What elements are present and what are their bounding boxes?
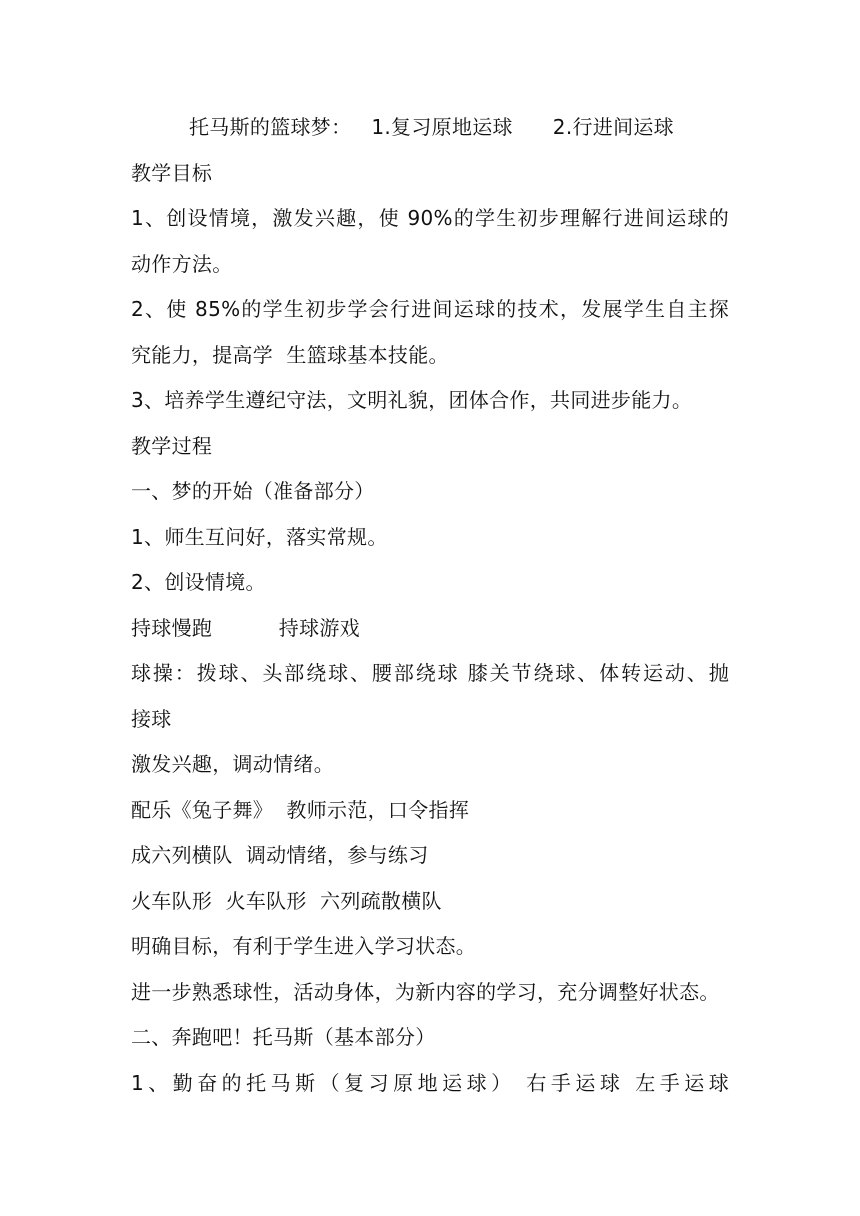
step-2: 2、创设情境。 bbox=[131, 570, 266, 594]
formation-line: 成六列横队 调动情绪，参与练习 bbox=[131, 843, 429, 867]
document-title: 托马斯的篮球梦： 1.复习原地运球 2.行进间运球 bbox=[189, 115, 674, 139]
goal-1-line-2: 动作方法。 bbox=[131, 251, 233, 276]
goal-1-line-1: 1、创设情境，激发兴趣，使 90%的学生初步理解行进间运球的 bbox=[131, 206, 729, 230]
goal-2-line-2: 究能力，提高学 生篮球基本技能。 bbox=[131, 342, 449, 367]
section-2-step-1: 1、勤奋的托马斯（复习原地运球） 右手运球 左手运球 bbox=[131, 1070, 729, 1095]
music-line: 配乐《兔子舞》 教师示范，口令指挥 bbox=[131, 797, 470, 822]
purpose-line-2: 明确目标，有利于学生进入学习状态。 bbox=[131, 934, 477, 958]
activity-line: 持球慢跑 持球游戏 bbox=[131, 615, 360, 640]
ball-exercise-line-1: 球操：拨球、头部绕球、腰部绕球 膝关节绕球、体转运动、抛 bbox=[131, 661, 729, 685]
purpose-line-3: 进一步熟悉球性，活动身体，为新内容的学习，充分调整好状态。 bbox=[131, 979, 720, 1004]
train-formation-line: 火车队形 火车队形 六列疏散横队 bbox=[131, 888, 442, 913]
document-body bbox=[131, 105, 733, 1106]
goal-3: 3、培养学生遵纪守法，文明礼貌，团体合作，共同进步能力。 bbox=[131, 388, 693, 412]
heading-teaching-goals: 教学目标 bbox=[131, 160, 213, 185]
heading-teaching-process: 教学过程 bbox=[131, 433, 213, 458]
purpose-line-1: 激发兴趣，调动情绪。 bbox=[131, 752, 334, 776]
ball-exercise-line-2: 接球 bbox=[131, 706, 172, 731]
section-2-heading: 二、奔跑吧！托马斯（基本部分） bbox=[131, 1025, 436, 1049]
step-1: 1、师生互问好，落实常规。 bbox=[131, 524, 388, 549]
goal-2-line-1: 2、使 85%的学生初步学会行进间运球的技术，发展学生自主探 bbox=[131, 297, 729, 321]
section-1-heading: 一、梦的开始（准备部分） bbox=[131, 479, 375, 503]
